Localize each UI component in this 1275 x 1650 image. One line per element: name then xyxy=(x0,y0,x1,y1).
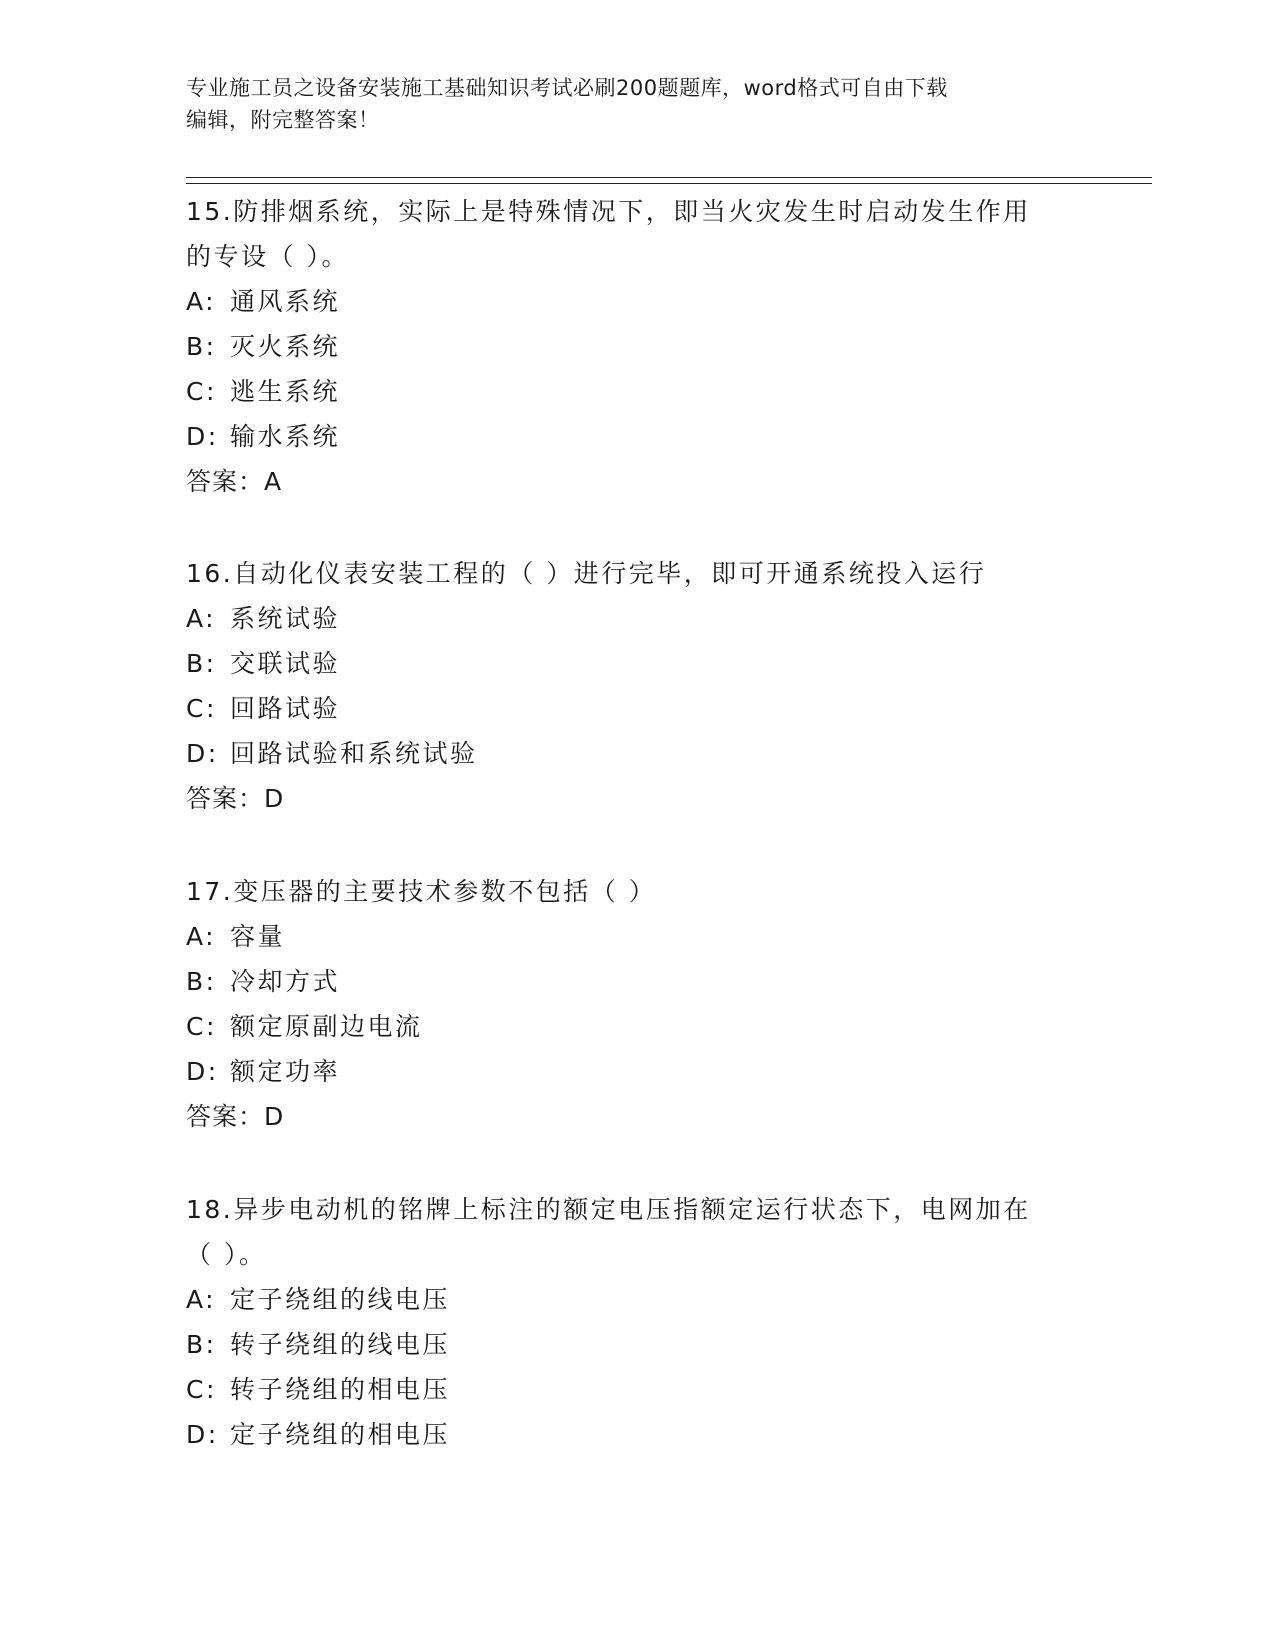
option-a xyxy=(186,914,1086,959)
header-divider-top xyxy=(186,177,1152,178)
option-text: 回路试验 xyxy=(230,694,341,723)
header-divider-bottom xyxy=(186,183,1152,184)
answer-line: 答案：D xyxy=(186,784,285,813)
option-letter: B: xyxy=(186,649,217,678)
question-stem-line-1: 15.防排烟系统，实际上是特殊情况下，即当火灾发生时启动发生作用 xyxy=(186,197,1031,226)
question-stem xyxy=(186,869,1086,914)
question-stem-line-2: （ ）。 xyxy=(186,1240,267,1269)
option-letter: C: xyxy=(186,1375,217,1404)
option-text: 冷却方式 xyxy=(230,967,341,996)
option-b xyxy=(186,959,1086,1004)
question-18 xyxy=(186,1187,1086,1457)
question-stem xyxy=(186,189,1086,279)
option-text: 定子绕组的相电压 xyxy=(230,1420,451,1449)
option-d xyxy=(186,414,1086,459)
question-stem-line-2: 的专设（ ）。 xyxy=(186,242,349,271)
option-text: 逃生系统 xyxy=(230,377,341,406)
question-16 xyxy=(186,551,1086,821)
option-letter: C: xyxy=(186,1012,217,1041)
option-d xyxy=(186,1049,1086,1094)
option-c xyxy=(186,1367,1086,1412)
question-stem xyxy=(186,1187,1086,1277)
option-b xyxy=(186,324,1086,369)
option-c xyxy=(186,686,1086,731)
option-text: 灭火系统 xyxy=(230,332,341,361)
option-c xyxy=(186,1004,1086,1049)
question-stem-line-1: 16.自动化仪表安装工程的（ ）进行完毕，即可开通系统投入运行 xyxy=(186,559,987,588)
option-text: 定子绕组的线电压 xyxy=(230,1285,451,1314)
option-d xyxy=(186,1412,1086,1457)
question-stem xyxy=(186,551,1086,596)
option-letter: D: xyxy=(186,422,219,451)
answer-line: 答案：D xyxy=(186,1102,285,1131)
option-text: 额定原副边电流 xyxy=(230,1012,423,1041)
option-text: 转子绕组的线电压 xyxy=(230,1330,451,1359)
question-stem-line-1: 17.变压器的主要技术参数不包括（ ） xyxy=(186,877,657,906)
option-text: 交联试验 xyxy=(230,649,341,678)
answer-line: 答案：A xyxy=(186,467,283,496)
option-letter: A: xyxy=(186,604,217,633)
option-text: 回路试验和系统试验 xyxy=(230,739,478,768)
header-line-2: 编辑，附完整答案！ xyxy=(186,108,380,132)
option-a xyxy=(186,596,1086,641)
option-a xyxy=(186,279,1086,324)
option-text: 通风系统 xyxy=(230,287,341,316)
option-letter: B: xyxy=(186,967,217,996)
document-header xyxy=(186,72,1066,136)
option-c xyxy=(186,369,1086,414)
option-letter: C: xyxy=(186,694,217,723)
question-17 xyxy=(186,869,1086,1139)
option-letter: A: xyxy=(186,287,217,316)
header-line-1: 专业施工员之设备安装施工基础知识考试必刷200题题库，word格式可自由下载 xyxy=(186,76,948,100)
option-text: 系统试验 xyxy=(230,604,341,633)
option-d xyxy=(186,731,1086,776)
question-stem-line-1: 18.异步电动机的铭牌上标注的额定电压指额定运行状态下，电网加在 xyxy=(186,1195,1031,1224)
option-letter: C: xyxy=(186,377,217,406)
option-letter: D: xyxy=(186,1420,219,1449)
option-letter: B: xyxy=(186,1330,217,1359)
option-text: 容量 xyxy=(230,922,286,951)
option-text: 转子绕组的相电压 xyxy=(230,1375,451,1404)
option-letter: A: xyxy=(186,1285,217,1314)
option-b xyxy=(186,1322,1086,1367)
option-letter: A: xyxy=(186,922,217,951)
option-a xyxy=(186,1277,1086,1322)
option-text: 输水系统 xyxy=(230,422,341,451)
question-15 xyxy=(186,189,1086,504)
option-letter: B: xyxy=(186,332,217,361)
option-letter: D: xyxy=(186,739,219,768)
option-letter: D: xyxy=(186,1057,219,1086)
option-b xyxy=(186,641,1086,686)
option-text: 额定功率 xyxy=(230,1057,341,1086)
